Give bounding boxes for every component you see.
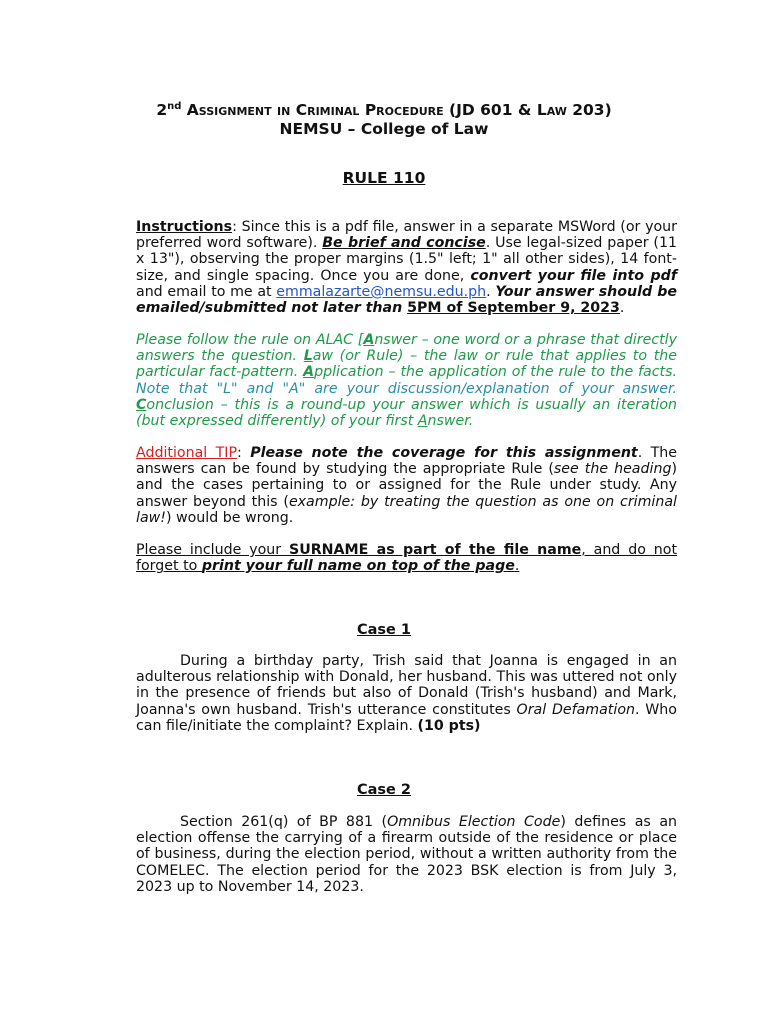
document-title: 2nd Assignment in Criminal Procedure (JD 601 & Law 203) [156,100,612,119]
deadline-date: 5PM of September 9, 2023 [407,300,620,317]
rule-heading: RULE 110 [342,169,426,187]
email-link[interactable]: emmalazarte@nemsu.edu.ph [276,283,487,300]
convert-emphasis: convert your file into pdf [470,267,677,284]
alac-paragraph: Please follow the rule on ALAC [Answer – one word or a phrase that directly answers the question. Law (or Rule) – the law or rule that applies to the particular fact-pattern. Application – the application of the rule to the facts. Note that "L" and "A" are your discussion/explanation of your answer. Conclusion – this is a round-up your answer which is usually an iteration (but expressed differently) of your first Answer. [136,332,677,430]
surname-paragraph: Please include your SURNAME as part of the file name, and do not forget to print your full name on top of the page. [136,542,678,575]
case-1-text: During a birthday party, Trish said that Joanna is engaged in an adulterous relationship with Donald, her husband. This was uttered not only in the presence of friends but also of Donald (Trish's husband) and Mark, Joanna's own husband. Trish's utterance constitutes Oral Defamation. Who can file/initiate the complaint? Explain. (10 pts) [136,653,677,734]
alac-note: Note that "L" and "A" are your discussion/explanation of your answer. [136,380,677,397]
tip-label: Additional TIP [136,445,238,461]
case-1-heading: Case 1 [356,622,412,638]
deadline-text: Your answer should be emailed/submitted not later than [136,283,677,317]
case-2-heading: Case 2 [356,782,412,798]
brief-emphasis: Be brief and concise [322,235,486,252]
tip-paragraph: Additional TIP: Please note the coverage for this assignment. The answers can be found by studying the appropriate Rule (see the heading) and the cases pertaining to or assigned for the Rule under study. Any answer beyond this (example: by treating the question as one on criminal law!) would be wrong. [136,445,677,526]
case-2-text: Section 261(q) of BP 881 (Omnibus Election Code) defines as an election offense the carrying of a firearm outside of the residence or place of business, during the election period, without a written authority from the COMELEC. The election period for the 2023 BSK election is from July 3, 2023 up to November 14, 2023. [136,814,678,895]
instructions-paragraph: Instructions: Since this is a pdf file, answer in a separate MSWord (or your preferred word software). Be brief and concise. Use legal-sized paper (11 x 13"), observing the proper margins (1.5" left; 1" all other sides), 14 font-size, and single spacing. Once you are done, convert your file into pdf and email to me at emmalazarte@nemsu.edu.ph. Your answer should be emailed/submitted not later than 5PM of September 9, 2023. [136,219,677,317]
instructions-label: Instructions [136,219,233,235]
document-subtitle: NEMSU – College of Law [279,120,489,138]
